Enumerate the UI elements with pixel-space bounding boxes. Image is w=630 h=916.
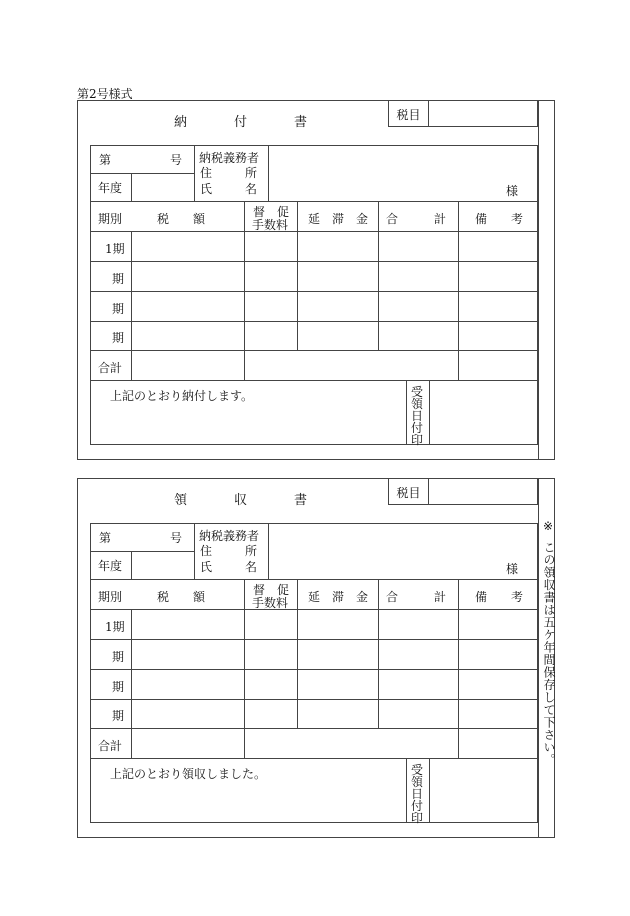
- taxpayer-label: 納税義務者: [199, 151, 260, 165]
- number-suffix: 号: [170, 531, 183, 545]
- number-suffix: 号: [170, 153, 183, 167]
- col-header-fee-line2: 手数料: [252, 218, 289, 232]
- year-label: 年度: [98, 181, 123, 195]
- grid-line: [297, 579, 298, 728]
- taxpayer-label: 納税義務者: [199, 529, 260, 543]
- grid-line: [194, 145, 195, 201]
- grid-line: [90, 822, 538, 823]
- col-header-remarks: 備 考: [475, 590, 524, 604]
- payment-slip-title-char-2: 付: [234, 115, 248, 130]
- payment-table: [90, 127, 538, 445]
- col-header-late-fee: 延 滞 金: [308, 212, 369, 226]
- grid-line: [90, 231, 538, 232]
- payment-slip-title-char-3: 書: [294, 115, 308, 130]
- col-header-total: 合 計: [386, 212, 447, 226]
- name-char-1: 氏: [200, 560, 213, 574]
- number-prefix: 第: [99, 531, 112, 545]
- col-header-fee-line1: 督 促: [253, 583, 290, 597]
- payment-slip-panel: [77, 100, 555, 460]
- grid-line: [90, 261, 538, 262]
- grid-line: [537, 145, 538, 445]
- receipt-date-char-2: 領: [411, 397, 424, 411]
- name-char-1: 氏: [200, 182, 213, 196]
- side-strip: [538, 101, 556, 459]
- receipt-date-char-5: 印: [411, 433, 424, 447]
- row-label-period-1: 1期: [105, 620, 125, 634]
- grid-line: [90, 579, 538, 580]
- name-char-2: 名: [245, 560, 258, 574]
- grid-line: [90, 321, 538, 322]
- grid-line: [194, 523, 195, 579]
- receipt-date-char-3: 日: [411, 787, 424, 801]
- row-label-period-3: 期: [112, 302, 125, 316]
- tax-item-field[interactable]: [429, 479, 537, 503]
- address-char-2: 所: [245, 544, 258, 558]
- grid-line: [406, 380, 407, 444]
- row-label-period-2: 期: [112, 650, 125, 664]
- receipt-date-char-5: 印: [411, 811, 424, 825]
- col-header-period: 期別: [98, 590, 123, 604]
- year-field[interactable]: [132, 552, 194, 578]
- grid-line: [90, 350, 538, 351]
- grid-line: [90, 728, 538, 729]
- receipt-table: [90, 505, 538, 823]
- grid-line: [90, 639, 538, 640]
- tax-item-label: 税目: [389, 101, 429, 127]
- date-stamp-area[interactable]: [430, 381, 537, 444]
- receipt-date-char-1: 受: [411, 763, 424, 777]
- grid-line: [131, 609, 132, 758]
- row-label-period-4: 期: [112, 331, 125, 345]
- col-header-period: 期別: [98, 212, 123, 226]
- grid-line: [297, 201, 298, 350]
- receipt-title-char-3: 書: [294, 493, 308, 508]
- grid-line: [90, 145, 91, 445]
- receipt-date-char-2: 領: [411, 775, 424, 789]
- tax-item-field[interactable]: [429, 101, 537, 125]
- grid-line: [90, 444, 538, 445]
- number-field[interactable]: [112, 524, 168, 550]
- taxpayer-field[interactable]: [269, 146, 537, 200]
- retention-notice-text: この領収書は五ケ年間保存して下さい。: [542, 541, 556, 766]
- grid-line: [90, 291, 538, 292]
- receipt-title-char-2: 収: [234, 493, 248, 508]
- form-number-label: 第2号様式: [77, 87, 133, 101]
- col-header-late-fee: 延 滞 金: [308, 590, 369, 604]
- col-header-fee-line1: 督 促: [253, 205, 290, 219]
- col-header-tax-amount: 税 額: [157, 212, 206, 226]
- grid-line: [458, 579, 459, 758]
- row-label-period-2: 期: [112, 272, 125, 286]
- grid-line: [458, 201, 459, 380]
- retention-notice: [541, 519, 555, 766]
- honorific-sama: 様: [506, 184, 519, 198]
- grid-line: [90, 609, 538, 610]
- receipt-date-char-1: 受: [411, 385, 424, 399]
- receipt-date-char-4: 付: [411, 421, 424, 435]
- name-char-2: 名: [245, 182, 258, 196]
- row-label-period-3: 期: [112, 680, 125, 694]
- receipt-date-char-3: 日: [411, 409, 424, 423]
- payment-statement: 上記のとおり納付します。: [110, 389, 254, 403]
- grid-line: [131, 231, 132, 380]
- row-label-period-1: 1期: [105, 242, 125, 256]
- tax-item-label: 税目: [389, 479, 429, 505]
- address-char-2: 所: [245, 166, 258, 180]
- col-header-fee-line2: 手数料: [252, 596, 289, 610]
- number-prefix: 第: [99, 153, 112, 167]
- grid-line: [90, 669, 538, 670]
- grid-line: [537, 523, 538, 823]
- grid-line: [406, 758, 407, 822]
- honorific-sama: 様: [506, 562, 519, 576]
- col-header-remarks: 備 考: [475, 212, 524, 226]
- receipt-date-char-4: 付: [411, 799, 424, 813]
- col-header-tax-amount: 税 額: [157, 590, 206, 604]
- row-label-total: 合計: [98, 361, 123, 375]
- receipt-panel: [77, 478, 555, 838]
- date-stamp-area[interactable]: [430, 759, 537, 822]
- col-header-total: 合 計: [386, 590, 447, 604]
- address-char-1: 住: [200, 544, 213, 558]
- grid-line: [244, 201, 245, 380]
- number-field[interactable]: [112, 146, 168, 172]
- address-char-1: 住: [200, 166, 213, 180]
- grid-line: [90, 523, 91, 823]
- tax-item-box: [388, 101, 538, 127]
- grid-line: [378, 579, 379, 728]
- payment-slip-title-char-1: 納: [174, 115, 188, 130]
- year-label: 年度: [98, 559, 123, 573]
- grid-line: [90, 699, 538, 700]
- grid-line: [244, 579, 245, 758]
- grid-line: [90, 201, 538, 202]
- retention-notice-mark: ※: [542, 519, 554, 533]
- receipt-title-char-1: 領: [174, 493, 188, 508]
- year-field[interactable]: [132, 174, 194, 200]
- tax-item-box: [388, 479, 538, 505]
- row-label-total: 合計: [98, 739, 123, 753]
- taxpayer-field[interactable]: [269, 524, 537, 578]
- grid-line: [378, 201, 379, 350]
- row-label-period-4: 期: [112, 709, 125, 723]
- receipt-statement: 上記のとおり領収しました。: [110, 767, 267, 781]
